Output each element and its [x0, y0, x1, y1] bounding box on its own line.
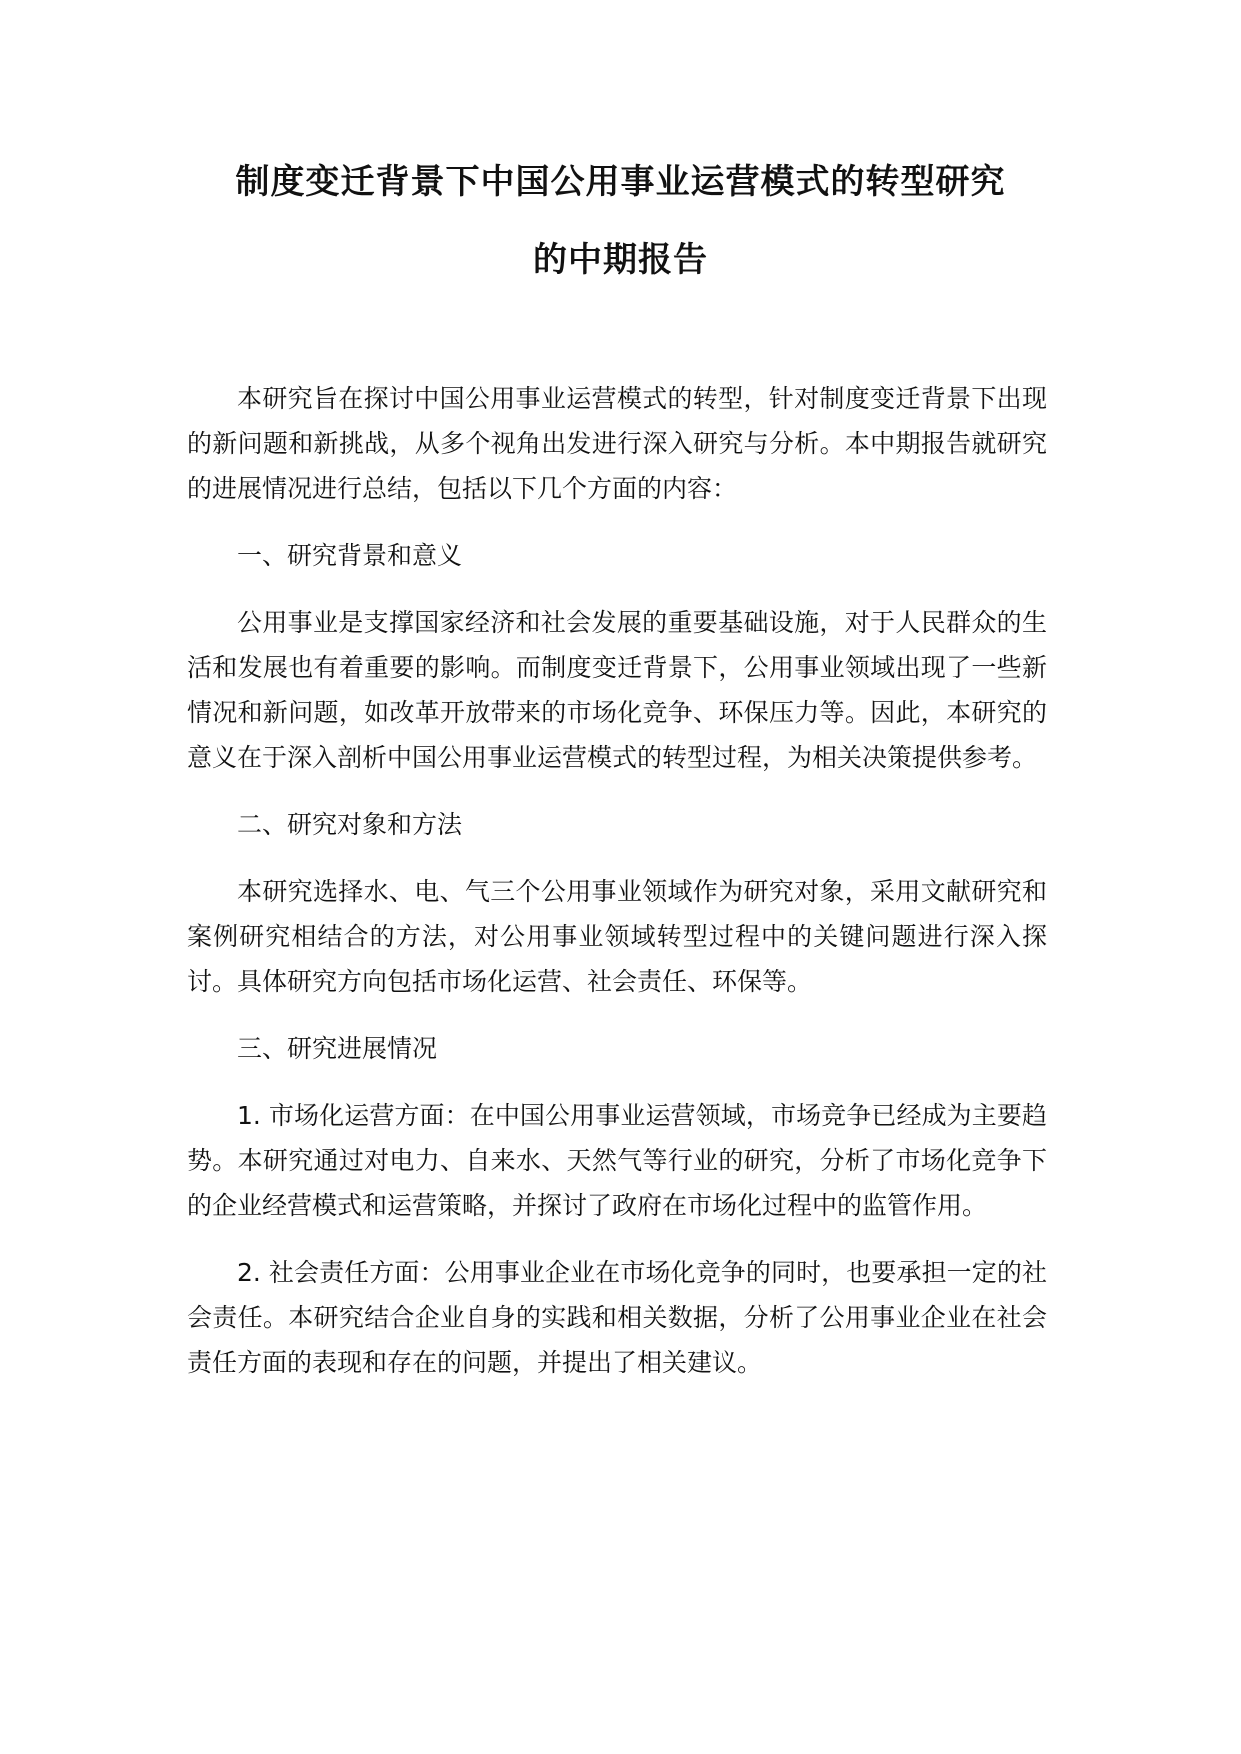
document-body [187, 376, 1047, 1407]
background-paragraph: 公用事业是支撑国家经济和社会发展的重要基础设施，对于人民群众的生活和发展也有着重要的影响。而制度变迁背景下，公用事业领域出现了一些新情况和新问题，如改革开放带来的市场化竞争、环保压力等。因此，本研究的意义在于深入剖析中国公用事业运营模式的转型过程，为相关决策提供参考。 [187, 608, 1047, 772]
section-heading-progress: 三、研究进展情况 [237, 1034, 438, 1063]
intro-paragraph: 本研究旨在探讨中国公用事业运营模式的转型，针对制度变迁背景下出现的新问题和新挑战，从多个视角出发进行深入研究与分析。本中期报告就研究的进展情况进行总结，包括以下几个方面的内容： [187, 384, 1047, 503]
progress-paragraph-market: 1. 市场化运营方面：在中国公用事业运营领域，市场竞争已经成为主要趋势。本研究通过对电力、自来水、天然气等行业的研究，分析了市场化竞争下的企业经营模式和运营策略，并探讨了政府在市场化过程中的监管作用。 [187, 1101, 1047, 1220]
progress-paragraph-social: 2. 社会责任方面：公用事业企业在市场化竞争的同时，也要承担一定的社会责任。本研究结合企业自身的实践和相关数据，分析了公用事业企业在社会责任方面的表现和存在的问题，并提出了相关建议。 [187, 1258, 1047, 1377]
section-heading-background: 一、研究背景和意义 [237, 541, 463, 570]
title-line-2: 的中期报告 [533, 240, 708, 280]
document-title [150, 162, 1091, 280]
title-line-1: 制度变迁背景下中国公用事业运营模式的转型研究 [235, 162, 1006, 202]
methods-paragraph: 本研究选择水、电、气三个公用事业领域作为研究对象，采用文献研究和案例研究相结合的方法，对公用事业领域转型过程中的关键问题进行深入探讨。具体研究方向包括市场化运营、社会责任、环保等。 [187, 877, 1047, 996]
section-heading-methods: 二、研究对象和方法 [237, 810, 463, 839]
